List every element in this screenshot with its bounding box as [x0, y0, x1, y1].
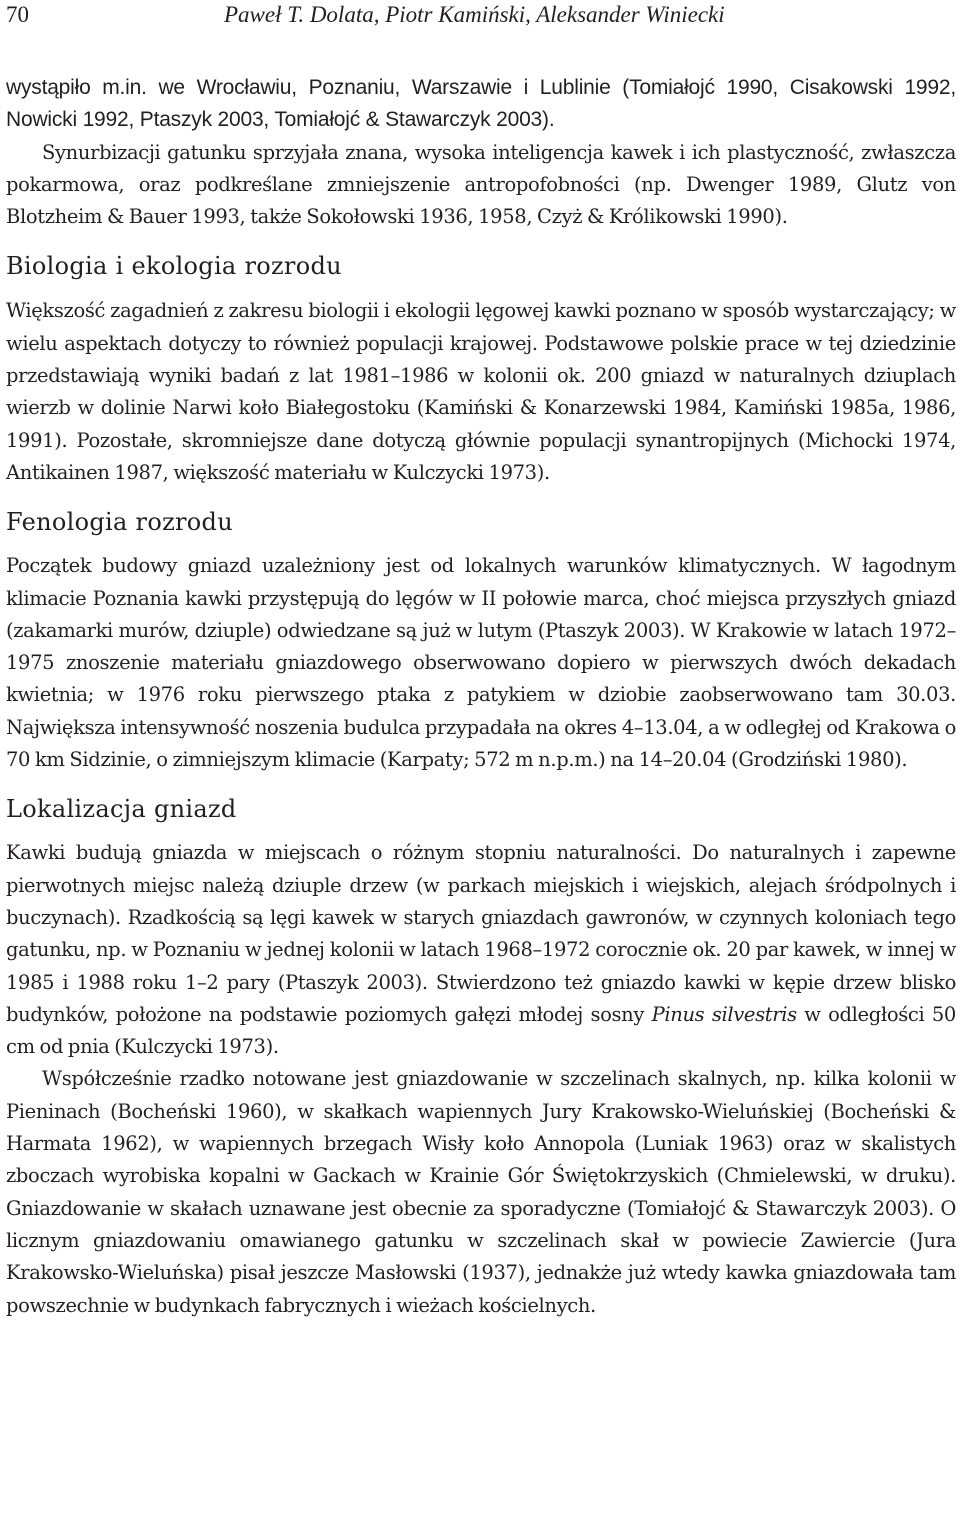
document-page	[6, 0, 956, 1520]
page-number: 70	[6, 2, 29, 27]
section-heading-biology: Biologia i ekologia rozrodu	[6, 252, 342, 281]
section-heading-location: Lokalizacja gniazd	[6, 795, 237, 824]
location-paragraph-1-text-a: Kawki budują gniazda w miejscach o różnym stopniu naturalności. Do naturalnych i zapewne pierwotnych miejsc należą dziuple drzew (w parkach miejskich i wiejskich, alejach śródpolnych i buczynach). Rzadkością są lęgi kawek w starych gniazdach gawronów, w czynnych koloniach tego gatunku, np. w Poznaniu w jednej kolonii w latach 1968–1972 corocznie ok. 20 par kawek, w innej w 1985 i 1988 roku 1–2 pary (Ptaszyk 2003). Stwierdzono też gniazdo kawki w kępie drzew blisko budynków, położone na podstawie poziomych gałęzi młodej sosny	[6, 841, 956, 1026]
running-header	[6, 0, 956, 30]
intro-paragraph: wystąpiło m.in. we Wrocławiu, Poznaniu, Warszawie i Lublinie (Tomiałojć 1990, Cisakowski 1992, Nowicki 1992, Ptaszyk 2003, Tomiałojć & Stawarczyk 2003).	[6, 76, 956, 132]
synurbization-paragraph: Synurbizacji gatunku sprzyjała znana, wysoka inteligencja kawek i ich plastyczność, zwłaszcza pokarmowa, oraz podkreślane zmniejszenie antropofobności (np. Dwenger 1989, Glutz von Blotzheim & Bauer 1993, także Sokołowski 1936, 1958, Czyż & Królikowski 1990).	[6, 140, 956, 229]
location-paragraph-2: Współcześnie rzadko notowane jest gniazdowanie w szczelinach skalnych, np. kilka kolonii w Pieninach (Bocheński 1960), w skałkach wapiennych Jury Krakowsko-Wieluńskiej (Bocheński & Harmata 1962), w wapiennych brzegach Wisły koło Annopola (Luniak 1963) oraz w skalistych zboczach wyrobiska kopalni w Gackach w Krainie Gór Świętokrzyskich (Chmielewski, w druku). Gniazdowanie w skałach uznawane jest obecnie za sporadyczne (Tomiałojć & Stawarczyk 2003). O licznym gniazdowaniu omawianego gatunku w szczelinach skał w powiecie Zawiercie (Jura Krakowsko-Wieluńska) pisał jeszcze Masłowski (1937), jednakże już wtedy kawka gniazdowała tam powszechnie w budynkach fabrycznych i wieżach kościelnych.	[6, 1067, 956, 1317]
location-paragraph-1-text-b: w odległości 50 cm od pnia (Kulczycki 1973).	[6, 1002, 956, 1059]
body-text	[6, 72, 956, 1322]
section-heading-phenology: Fenologia rozrodu	[6, 508, 233, 537]
running-header-authors: Paweł T. Dolata, Piotr Kamiński, Aleksander Winiecki	[224, 2, 725, 27]
phenology-paragraph: Początek budowy gniazd uzależniony jest od lokalnych warunków klimatycznych. W łagodnym klimacie Poznania kawki przystępują do lęgów w II połowie marca, choć miejsca przyszłych gniazd (zakamarki murów, dziuple) odwiedzane są już w lutym (Ptaszyk 2003). W Krakowie w latach 1972–1975 znoszenie materiału gniazdowego obserwowano dopiero w pierwszych dwóch dekadach kwietnia; w 1976 roku pierwszego ptaka z patykiem w dziobie zaobserwowano tam 30.03. Największa intensywność noszenia budulca przypadała na okres 4–13.04, a w odległej od Krakowa o 70 km Sidzinie, o zimniejszym klimacie (Karpaty; 572 m n.p.m.) na 14–20.04 (Grodziński 1980).	[6, 554, 956, 772]
location-paragraph-1	[6, 837, 956, 1063]
biology-paragraph: Większość zagadnień z zakresu biologii i ekologii lęgowej kawki poznano w sposób wystarczający; w wielu aspektach dotyczy to również populacji krajowej. Podstawowe polskie prace w tej dziedzinie przedstawiają wyniki badań z lat 1981–1986 w kolonii ok. 200 gniazd w naturalnych dziuplach wierzb w dolinie Narwi koło Białegostoku (Kamiński & Konarzewski 1984, Kamiński 1985a, 1986, 1991). Pozostałe, skromniejsze dane dotyczą głównie populacji synantropijnych (Michocki 1974, Antikainen 1987, większość materiału w Kulczycki 1973).	[6, 299, 956, 484]
species-name: Pinus silvestris	[651, 1002, 797, 1026]
